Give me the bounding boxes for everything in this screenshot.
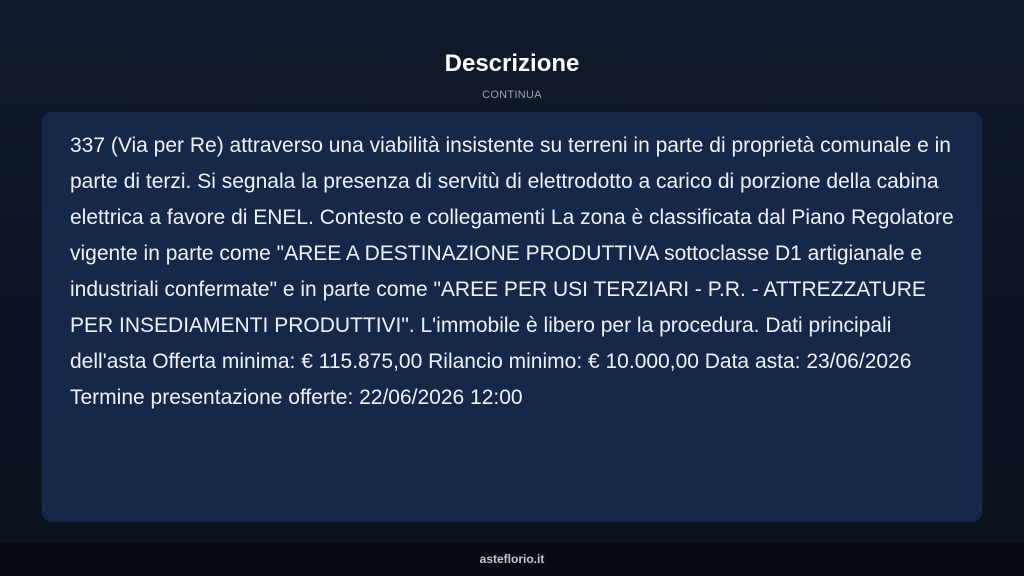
description-text: 337 (Via per Re) attraverso una viabilità insistente su terreni in parte di proprietà comunale e in parte di terzi. Si segnala la presenza di servitù di elettrodotto a carico di porzione della cabina elettrica a favore di ENEL. Contesto e collegamenti La zona è classificata dal Piano Regolatore vigente in parte come "AREE A DESTINAZIONE PRODUTTIVA sottoclasse D1 artigianale e industriali confermate" e in parte come "AREE PER USI TERZIARI - P.R. - ATTREZZATURE PER INSEDIAMENTI PRODUTTIVI". L'immobile è libero per la procedura. Dati principali dell'asta Offerta minima: € 115.875,00 Rilancio minimo: € 10.000,00 Data asta: 23/06/2026 Termine presentazione offerte: 22/06/2026 12:00 <box>70 134 954 409</box>
page-header <box>0 48 1024 102</box>
description-card <box>42 112 982 522</box>
site-name: asteflorio.it <box>479 552 545 566</box>
page-title: Descrizione <box>444 50 580 77</box>
footer-bar <box>0 543 1024 576</box>
continue-label: CONTINUA <box>482 89 542 101</box>
